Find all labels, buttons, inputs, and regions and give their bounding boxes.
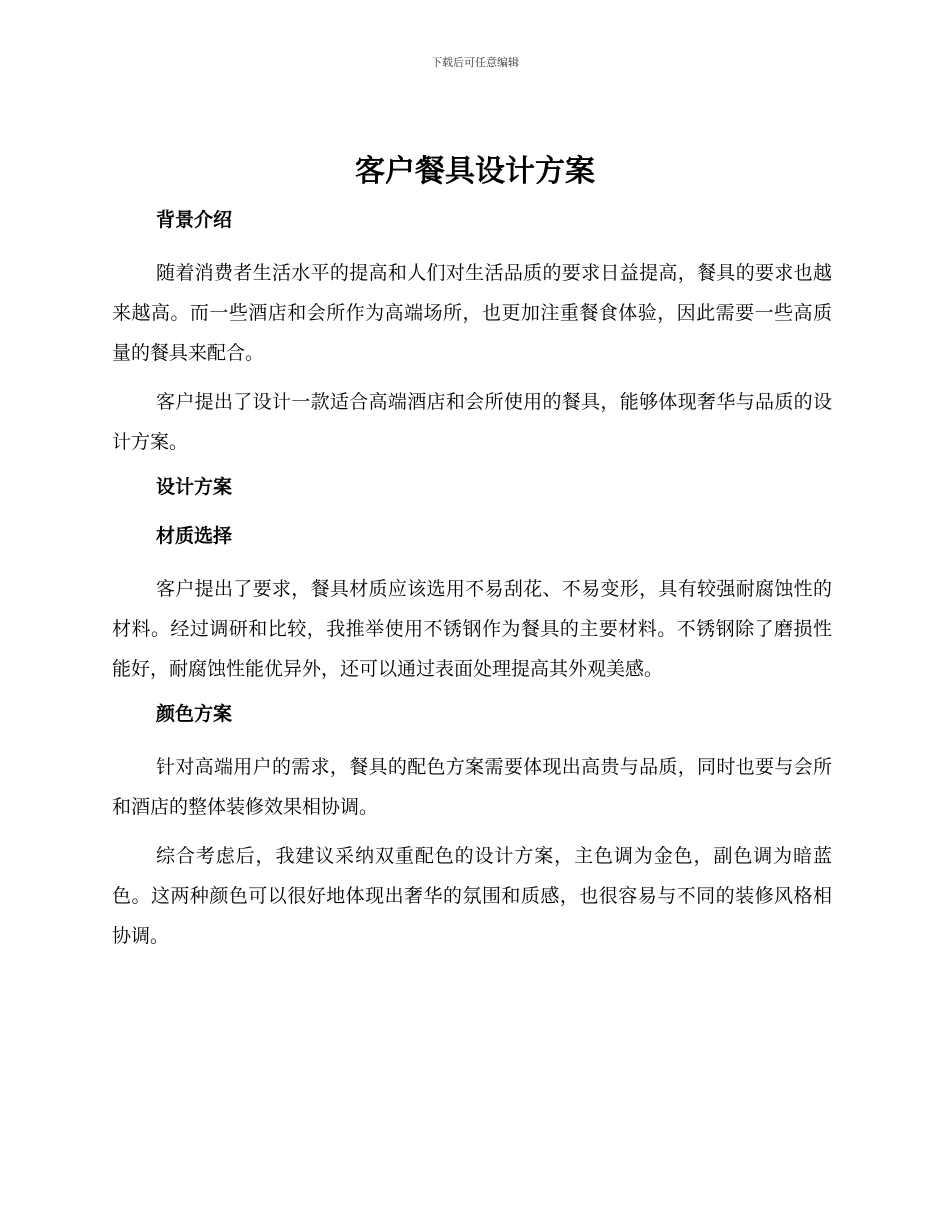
section-heading-background: 背景介绍 [156, 209, 233, 231]
document-title: 客户餐具设计方案 [355, 154, 595, 189]
paragraph-material-1: 客户提出了要求，餐具材质应该选用不易刮花、不易变形，具有较强耐腐蚀性的材料。经过调研和比较，我推举使用不锈钢作为餐具的主要材料。不锈钢除了磨损性能好，耐腐蚀性能优异外，还可以通过表面处理提高其外观美感。 [112, 578, 832, 680]
paragraph-color-2: 综合考虑后，我建议采纳双重配色的设计方案，主色调为金色，副色调为暗蓝色。这两种颜色可以很好地体现出奢华的氛围和质感，也很容易与不同的装修风格相协调。 [112, 845, 832, 947]
paragraph-color-1: 针对高端用户的需求，餐具的配色方案需要体现出高贵与品质，同时也要与会所和酒店的整体装修效果相协调。 [112, 756, 832, 818]
paragraph-background-1: 随着消费者生活水平的提高和人们对生活品质的要求日益提高，餐具的要求也越来越高。而一些酒店和会所作为高端场所，也更加注重餐食体验，因此需要一些高质量的餐具来配合。 [112, 262, 832, 364]
document-body [112, 204, 832, 965]
section-heading-design: 设计方案 [156, 476, 233, 498]
paragraph-background-2: 客户提出了设计一款适合高端酒店和会所使用的餐具，能够体现奢华与品质的设计方案。 [112, 391, 832, 453]
page-header: 下载后可任意编辑 [431, 56, 519, 69]
section-heading-color: 颜色方案 [156, 703, 233, 725]
section-heading-material: 材质选择 [156, 525, 233, 547]
